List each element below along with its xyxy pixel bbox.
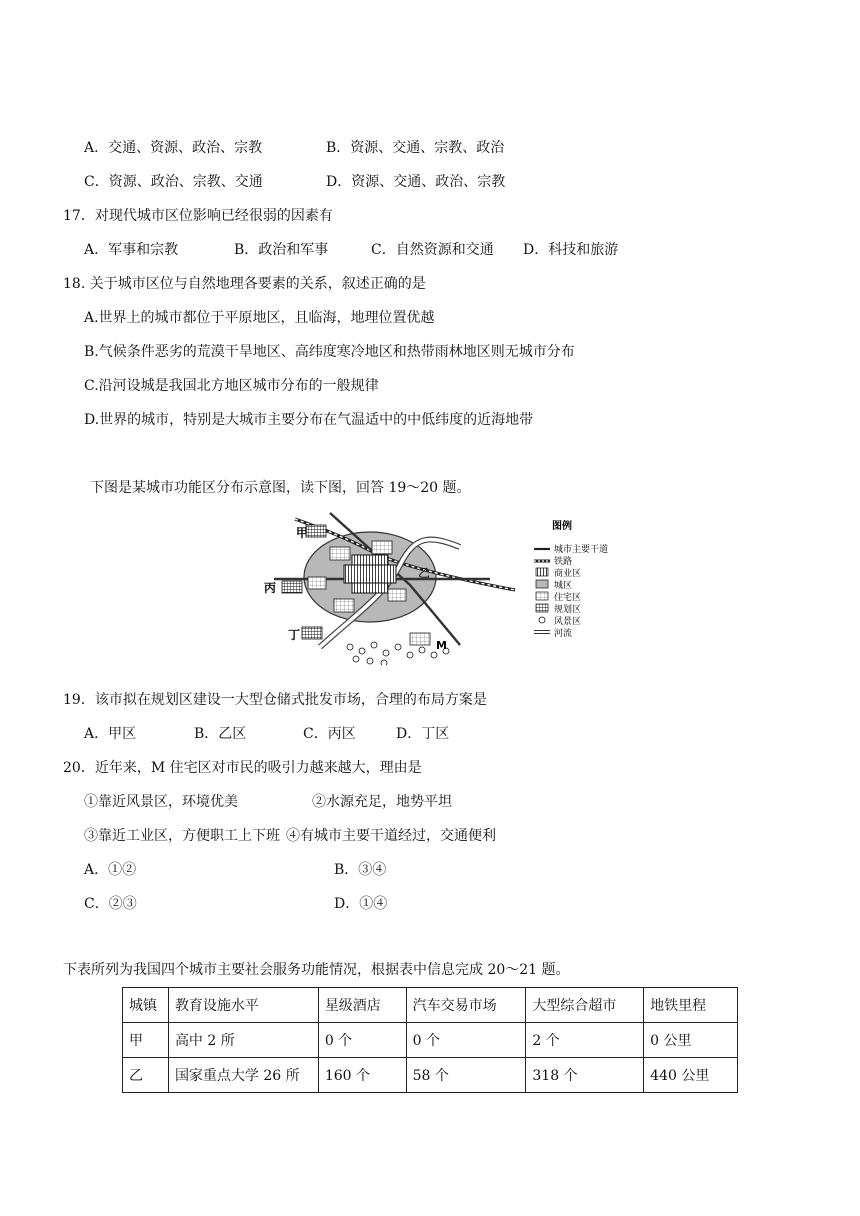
q20-statement-3: ③靠近工业区，方便职工上下班	[84, 828, 280, 844]
table-cell: 318 个	[526, 1058, 644, 1093]
table-header: 城镇	[123, 988, 169, 1023]
q18-stem: 18. 关于城市区位与自然地理各要素的关系，叙述正确的是	[63, 276, 426, 292]
legend-title: 图例	[552, 521, 572, 532]
table-header: 大型综合超市	[526, 988, 644, 1023]
q19-option-c: C．丙区	[303, 726, 356, 742]
map-legend	[534, 519, 608, 639]
table-cell: 乙	[123, 1058, 169, 1093]
q19-stem: 19．该市拟在规划区建设一大型仓储式批发市场，合理的布局方案是	[63, 692, 487, 708]
table-row	[123, 1058, 738, 1093]
legend-railway: 铁路	[554, 557, 573, 567]
city-services-table	[122, 987, 738, 1093]
q18-option-a: A.世界上的城市都位于平原地区，且临海，地理位置优越	[84, 310, 435, 326]
commercial-zone	[344, 565, 396, 583]
table-cell: 440 公里	[644, 1058, 738, 1093]
q20-option-d: D．①④	[334, 896, 388, 912]
table-cell: 0 个	[406, 1023, 526, 1058]
label-ding: 丁	[288, 628, 301, 642]
q16-option-c: C．资源、政治、宗教、交通	[84, 174, 263, 190]
table-header-row	[123, 988, 738, 1023]
q17-stem: 17．对现代城市区位影响已经很弱的因素有	[63, 208, 333, 224]
table-header: 汽车交易市场	[406, 988, 526, 1023]
q20-statement-2: ②水源充足，地势平坦	[312, 794, 452, 810]
table-cell: 国家重点大学 26 所	[168, 1058, 318, 1093]
legend-residential-icon	[536, 592, 548, 600]
table-cell: 2 个	[526, 1023, 644, 1058]
legend-city: 城区	[554, 581, 573, 591]
q17-option-a: A．军事和宗教	[84, 242, 179, 258]
table-cell: 高中 2 所	[168, 1023, 318, 1058]
legend-planning: 规划区	[554, 605, 582, 615]
legend-commercial-icon	[536, 568, 548, 576]
table-cell: 160 个	[318, 1058, 406, 1093]
q20-stem: 20．近年来，M 住宅区对市民的吸引力越来越大，理由是	[63, 760, 422, 776]
q19-option-b: B．乙区	[194, 726, 247, 742]
legend-road: 城市主要干道	[554, 545, 609, 555]
legend-planning-icon	[536, 604, 548, 612]
label-jia: 甲	[296, 526, 309, 540]
table-header: 星级酒店	[318, 988, 406, 1023]
legend-commercial: 商业区	[554, 569, 582, 579]
city-function-map	[260, 505, 624, 665]
scenic-area	[347, 642, 449, 665]
q17-option-d: D．科技和旅游	[523, 242, 619, 258]
q18-option-b: B.气候条件恶劣的荒漠干旱地区、高纬度寒冷地区和热带雨林地区则无城市分布	[84, 344, 575, 360]
legend-scenic: 风景区	[554, 617, 582, 627]
table-header: 教育设施水平	[168, 988, 318, 1023]
label-m: M	[436, 639, 447, 652]
label-yi: 乙	[418, 566, 431, 580]
legend-residential: 住宅区	[554, 593, 582, 603]
legend-river: 河流	[554, 629, 573, 639]
q20-option-a: A．①②	[84, 862, 137, 878]
q20-option-c: C．②③	[84, 896, 137, 912]
q20-statement-1: ①靠近风景区，环境优美	[84, 794, 238, 810]
q19-option-d: D．丁区	[396, 726, 450, 742]
table-cell: 0 个	[318, 1023, 406, 1058]
table-cell: 0 公里	[644, 1023, 738, 1058]
q18-option-d: D.世界的城市，特别是大城市主要分布在气温适中的中低纬度的近海地带	[84, 412, 534, 428]
q20-option-b: B．③④	[334, 862, 387, 878]
q16-option-b: B．资源、交通、宗教、政治	[326, 140, 505, 156]
legend-city-icon	[536, 580, 548, 588]
q16-option-a: A．交通、资源、政治、宗教	[84, 140, 263, 156]
q16-option-d: D．资源、交通、政治、宗教	[326, 174, 506, 190]
table-cell: 58 个	[406, 1058, 526, 1093]
table-row	[123, 1023, 738, 1058]
q17-option-b: B．政治和军事	[234, 242, 329, 258]
table-cell: 甲	[123, 1023, 169, 1058]
q19-option-a: A．甲区	[84, 726, 137, 742]
map-intro: 下图是某城市功能区分布示意图，读下图，回答 19～20 题。	[90, 480, 471, 496]
q18-option-c: C.沿河设城是我国北方地区城市分布的一般规律	[84, 378, 379, 394]
label-bing: 丙	[264, 581, 277, 595]
legend-scenic-icon	[539, 617, 545, 623]
q20-statement-4: ④有城市主要干道经过，交通便利	[286, 828, 496, 844]
table-intro: 下表所列为我国四个城市主要社会服务功能情况，根据表中信息完成 20～21 题。	[63, 962, 570, 978]
q17-option-c: C．自然资源和交通	[371, 242, 494, 258]
table-header: 地铁里程	[644, 988, 738, 1023]
